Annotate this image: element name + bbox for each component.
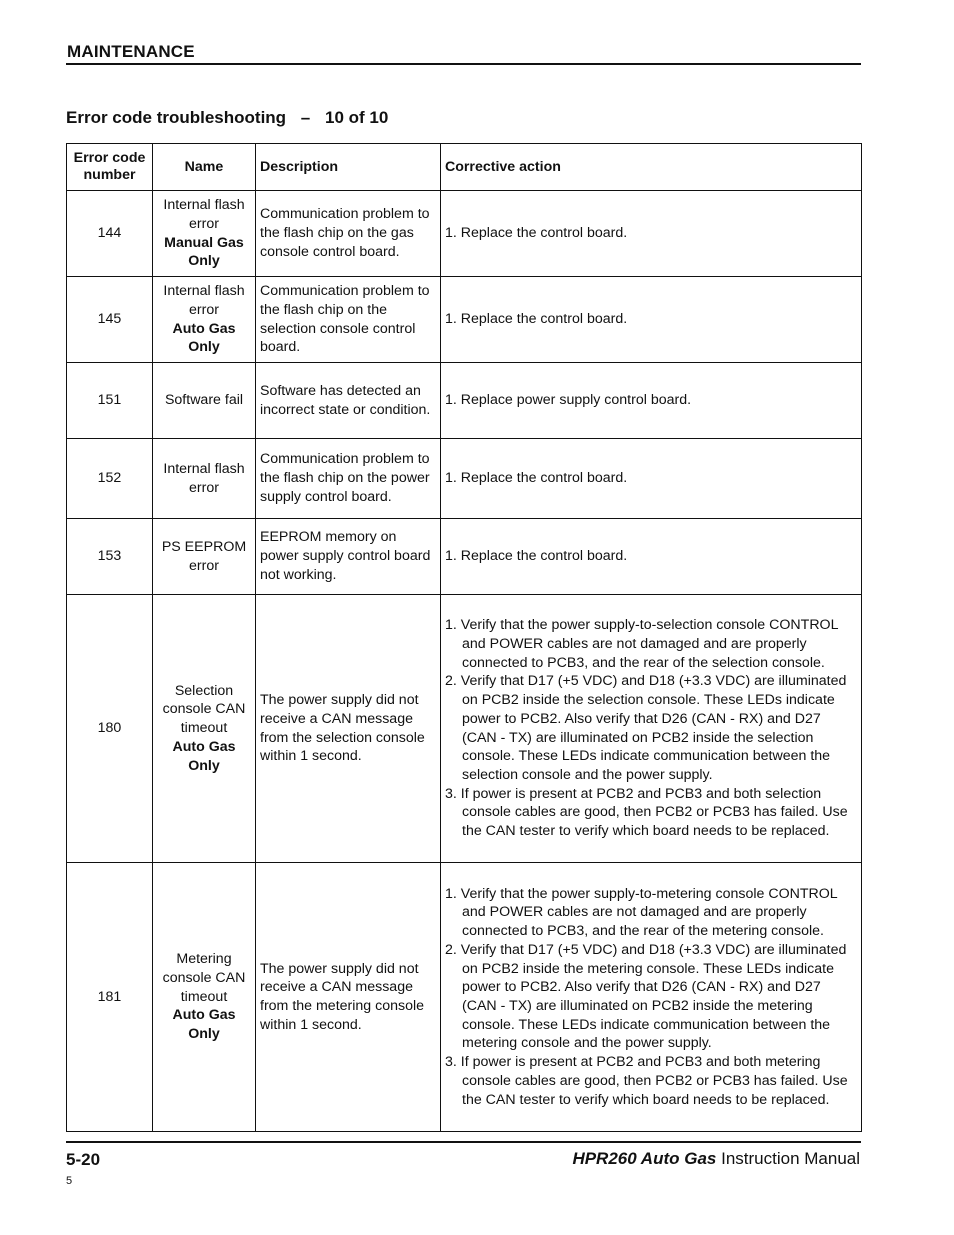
error-name-cell	[153, 519, 256, 595]
column-header-description: Description	[256, 144, 441, 191]
corrective-action-list	[445, 616, 857, 840]
page-number: 5-20	[66, 1150, 101, 1169]
error-name-qualifier: Auto Gas Only	[172, 1007, 236, 1043]
corrective-action-list	[445, 310, 857, 329]
description-cell: Software has detected an incorrect state or condition.	[256, 363, 441, 439]
error-code-cell: 153	[67, 519, 153, 595]
description-cell: The power supply did not receive a CAN message from the metering console within 1 second.	[256, 863, 441, 1132]
description-cell: Communication problem to the flash chip on the power supply control board.	[256, 439, 441, 519]
table-row	[67, 191, 862, 277]
table-row	[67, 363, 862, 439]
error-name-qualifier: Manual Gas Only	[164, 234, 244, 270]
error-name: Internal flash error	[163, 197, 245, 232]
error-name: Selection console CAN timeout	[162, 682, 246, 737]
error-name-cell	[153, 363, 256, 439]
document-type: Instruction Manual	[721, 1149, 860, 1168]
corrective-action-step: 2. Verify that D17 (+5 VDC) and D18 (+3.3 VDC) are illuminated on PCB2 inside the selection console. These LEDs indicate power to PCB2. Also verify that D26 (CAN - RX) and D27 (CAN - TX) are illuminated on PCB2 inside the selection console. These LEDs indicate communication between the selection console and the power supply.	[445, 673, 847, 783]
corrective-action-cell	[441, 595, 862, 863]
error-name-cell	[153, 595, 256, 863]
corrective-action-cell	[441, 519, 862, 595]
error-code-table	[66, 143, 862, 1132]
corrective-action-cell	[441, 191, 862, 277]
corrective-action-list	[445, 469, 857, 488]
corrective-action-step: 3. If power is present at PCB2 and PCB3 and both metering console cables are good, then PCB2 or PCB3 has failed. Use the CAN tester to verify which board needs to be replaced.	[445, 1054, 848, 1108]
corrective-action-cell	[441, 439, 862, 519]
table-row	[67, 595, 862, 863]
description-cell: Communication problem to the flash chip on the selection console control board.	[256, 277, 441, 363]
column-header-corrective-action: Corrective action	[441, 144, 862, 191]
corrective-action-cell	[441, 277, 862, 363]
header-rule	[66, 63, 861, 65]
error-code-cell: 145	[67, 277, 153, 363]
description-cell: EEPROM memory on power supply control board not working.	[256, 519, 441, 595]
manual-title	[572, 1149, 860, 1169]
error-name-cell	[153, 863, 256, 1132]
page-title	[66, 108, 388, 128]
description-cell: The power supply did not receive a CAN message from the selection console within 1 second.	[256, 595, 441, 863]
product-name: HPR260 Auto Gas	[572, 1149, 717, 1168]
error-name-cell	[153, 439, 256, 519]
error-name: Internal flash error	[163, 460, 245, 496]
corrective-action-step: 2. Verify that D17 (+5 VDC) and D18 (+3.3 VDC) are illuminated on PCB2 inside the metering console. These LEDs indicate power to PCB2. Also verify that D26 (CAN - RX) and D27 (CAN - TX) are illuminated on PCB2 inside the metering console. These LEDs indicate communication between the metering console and the power supply.	[445, 941, 847, 1052]
footnote: 5	[66, 1175, 73, 1187]
error-name-qualifier: Auto Gas Only	[172, 738, 236, 774]
corrective-action-step: 1. Replace power supply control board.	[445, 392, 692, 409]
page-title-count: 10 of 10	[325, 108, 389, 127]
corrective-action-step: 1. Verify that the power supply-to-metering console CONTROL and POWER cables are not damaged and are properly connected to PCB3, and the rear of the metering console.	[445, 885, 838, 940]
corrective-action-step: 1. Replace the control board.	[445, 548, 628, 565]
table-header-row	[67, 144, 862, 191]
corrective-action-list	[445, 885, 857, 1109]
page-title-separator: –	[300, 108, 311, 127]
corrective-action-cell	[441, 363, 862, 439]
error-code-cell: 151	[67, 363, 153, 439]
description-cell: Communication problem to the flash chip on the gas console control board.	[256, 191, 441, 277]
column-header-code: Error code number	[67, 144, 153, 191]
corrective-action-list	[445, 547, 857, 566]
error-code-cell: 152	[67, 439, 153, 519]
footer-rule	[66, 1141, 861, 1143]
corrective-action-step: 1. Verify that the power supply-to-selection console CONTROL and POWER cables are not damaged and are properly connected to PCB3, and the rear of the selection console.	[445, 617, 838, 671]
error-code-cell: 180	[67, 595, 153, 863]
corrective-action-step: 1. Replace the control board.	[445, 225, 628, 242]
corrective-action-list	[445, 224, 857, 243]
corrective-action-list	[445, 391, 857, 410]
page-title-text: Error code troubleshooting	[66, 108, 287, 127]
error-name: Metering console CAN timeout	[162, 951, 246, 1005]
corrective-action-step: 1. Replace the control board.	[445, 311, 628, 328]
error-code-cell: 181	[67, 863, 153, 1132]
corrective-action-step: 3. If power is present at PCB2 and PCB3 and both selection console cables are good, then PCB2 or PCB3 has failed. Use the CAN tester to verify which board needs to be replaced.	[445, 785, 848, 840]
error-name: Internal flash error	[163, 283, 245, 318]
error-name-cell	[153, 277, 256, 363]
corrective-action-cell	[441, 863, 862, 1132]
error-code-cell: 144	[67, 191, 153, 277]
corrective-action-step: 1. Replace the control board.	[445, 470, 628, 487]
error-name-cell	[153, 191, 256, 277]
table-row	[67, 519, 862, 595]
error-name-qualifier: Auto Gas Only	[172, 320, 236, 356]
table-row	[67, 277, 862, 363]
table-row	[67, 863, 862, 1132]
section-heading: MAINTENANCE	[67, 42, 195, 61]
column-header-name: Name	[153, 144, 256, 191]
table-row	[67, 439, 862, 519]
error-name: Software fail	[164, 392, 244, 409]
error-name: PS EEPROM error	[161, 538, 247, 574]
